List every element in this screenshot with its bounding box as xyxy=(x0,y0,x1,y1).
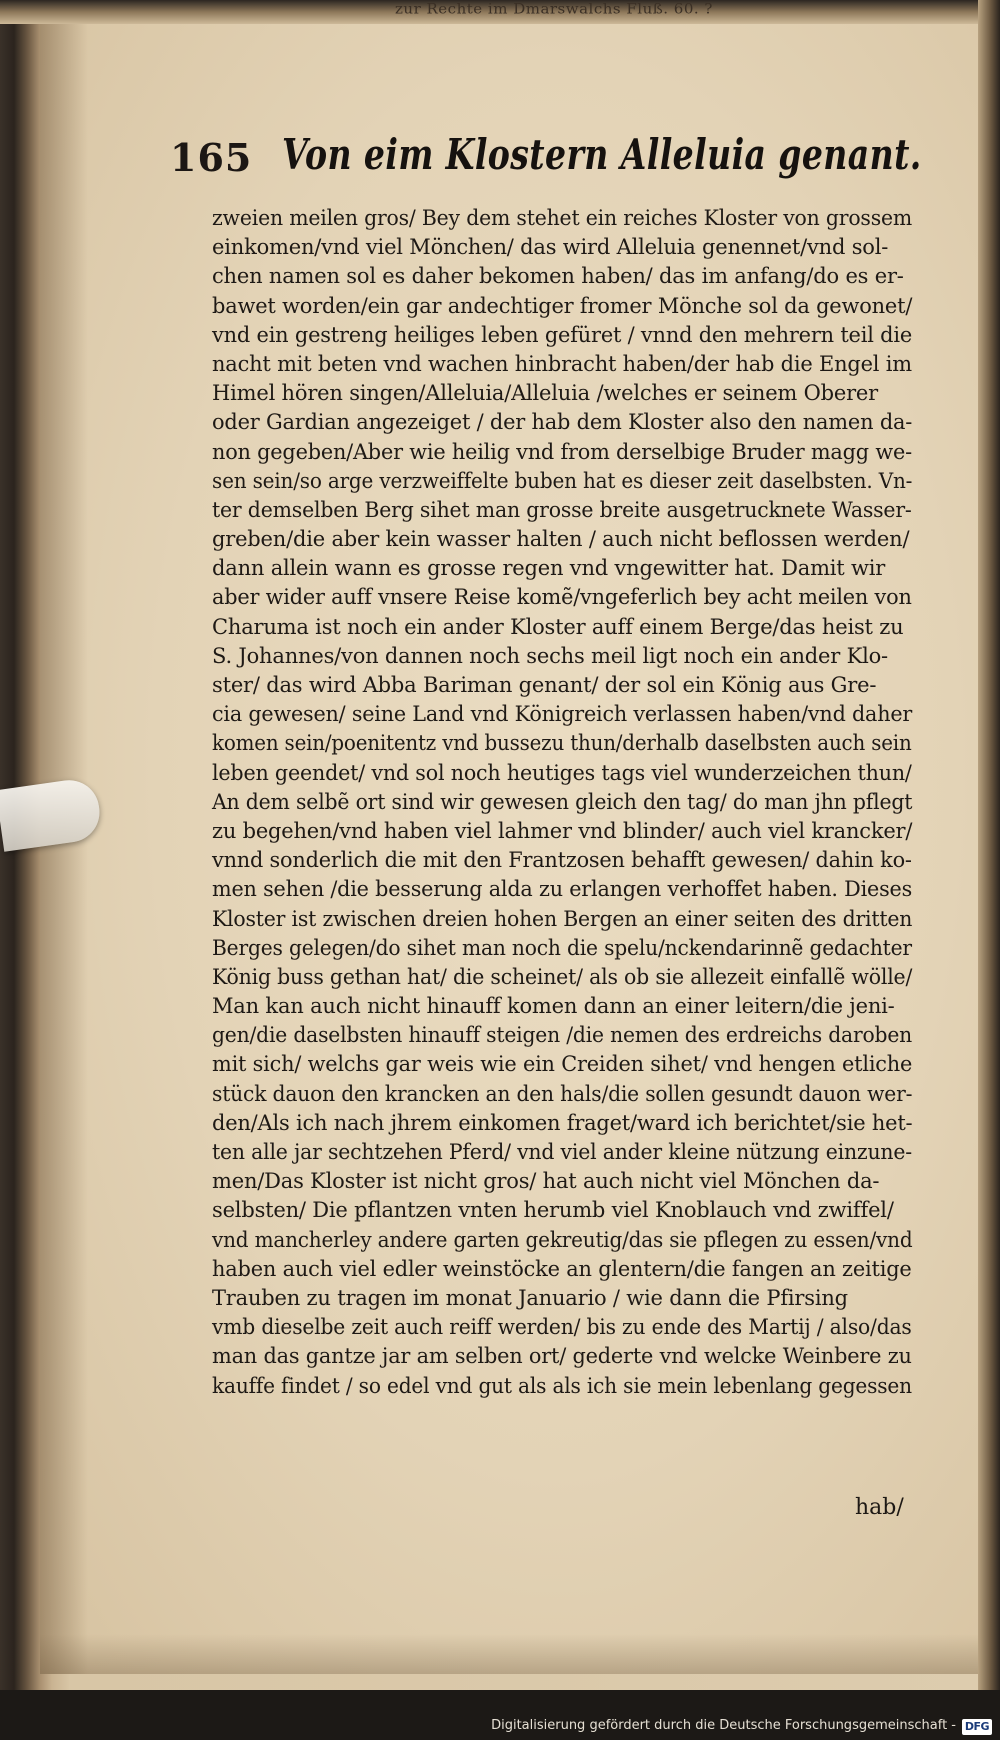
text-line: An dem selbẽ ort sind wir gewesen gleich den tag/ do man jhn pflegt xyxy=(212,789,913,814)
text-line: ter demselben Berg sihet man grosse breite ausgetrucknete Wasser- xyxy=(212,497,912,522)
page-edge xyxy=(978,0,1000,1690)
text-line: zu begehen/vnd haben viel lahmer vnd blinder/ auch viel krancker/ xyxy=(212,818,913,843)
text-line: komen sein/poenitentz vnd bussezu thun/derhalb daselbsten auch sein xyxy=(212,731,912,756)
text-line: vnd ein gestreng heiliges leben gefüret / vnnd den mehrern teil die xyxy=(212,322,913,347)
text-line: Himel hören singen/Alleluia/Alleluia /welches er seinem Oberer xyxy=(212,381,878,406)
text-line: men sehen /die besserung alda zu erlangen verhoffet haben. Dieses xyxy=(212,877,913,902)
text-line: König buss gethan hat/ die scheinet/ als ob sie allezeit einfallẽ wölle/ xyxy=(212,964,913,989)
text-line: aber wider auff vnsere Reise komẽ/vngeferlich bey acht meilen von xyxy=(212,585,912,610)
page-number: 165 xyxy=(170,135,253,180)
text-line: gen/die daselbsten hinauff steigen /die nemen des erdreichs daroben xyxy=(212,1023,913,1048)
text-line: vnnd sonderlich die mit den Frantzosen behafft gewesen/ dahin ko- xyxy=(212,848,912,873)
text-line: nacht mit beten vnd wachen hinbracht haben/der hab die Engel im xyxy=(212,351,912,376)
previous-page-text: zur Rechte im Dmarswalchs Fluß. 60. ? xyxy=(395,0,713,18)
text-line: Trauben zu tragen im monat Januario / wie dann die Pfirsing xyxy=(212,1285,848,1310)
footer-bar xyxy=(0,1690,1000,1740)
text-line: leben geendet/ vnd sol noch heutiges tags viel wunderzeichen thun/ xyxy=(212,760,912,785)
body-text xyxy=(212,204,912,1401)
text-line: zweien meilen gros/ Bey dem stehet ein reiches Kloster von grossem xyxy=(212,206,913,230)
text-line: men/Das Kloster ist nicht gros/ hat auch nicht viel Mönchen da- xyxy=(212,1169,880,1194)
text-line: Man kan auch nicht hinauff komen dann an einer leitern/die jeni- xyxy=(212,994,895,1019)
text-line: chen namen sol es daher bekomen haben/ das im anfang/do es er- xyxy=(212,264,904,289)
text-line: dann allein wann es grosse regen vnd vngewitter hat. Damit wir xyxy=(212,556,886,581)
text-line: sen sein/so arge verzweiffelte buben hat es dieser zeit daselbsten. Vn- xyxy=(212,468,913,493)
text-line: Charuma ist noch ein ander Kloster auff einem Berge/das heist zu xyxy=(212,614,904,639)
text-line: kauffe findet / so edel vnd gut als als ich sie mein lebenlang gegessen xyxy=(212,1373,912,1398)
text-line: vnd mancherley andere garten gekreutig/das sie pflegen zu essen/vnd xyxy=(212,1227,913,1252)
text-line: ster/ das wird Abba Bariman genant/ der sol ein König aus Gre- xyxy=(212,673,877,697)
text-line: non gegeben/Aber wie heilig vnd from derselbige Bruder magg we- xyxy=(212,439,912,464)
text-line: bawet worden/ein gar andechtiger fromer Mönche sol da gewonet/ xyxy=(212,293,913,318)
text-line: Kloster ist zwischen dreien hohen Bergen an einer seiten des dritten xyxy=(212,906,913,931)
text-line: greben/die aber kein wasser halten / auch nicht beflossen werden/ xyxy=(212,527,910,552)
text-line: haben auch viel edler weinstöcke an glentern/die fangen an zeitige xyxy=(212,1256,912,1281)
text-line: mit sich/ welchs gar weis wie ein Creiden sihet/ vnd hengen etliche xyxy=(212,1052,913,1077)
page-bottom-shadow xyxy=(40,1634,978,1674)
gutter-shadow xyxy=(40,24,88,1674)
digitization-credit: Digitalisierung gefördert durch die Deutsche Forschungsgemeinschaft - xyxy=(491,1718,956,1733)
text-line: selbsten/ Die pflantzen vnten herumb viel Knoblauch vnd zwiffel/ xyxy=(212,1198,894,1223)
text-line: man das gantze jar am selben ort/ gederte vnd welcke Weinbere zu xyxy=(212,1344,912,1369)
running-title: Von eim Klostern Alleluia genant. xyxy=(282,130,922,179)
text-line: stück dauon den krancken an den hals/die sollen gesundt dauon wer- xyxy=(212,1081,913,1106)
text-line: einkomen/vnd viel Mönchen/ das wird Alleluia genennet/vnd sol- xyxy=(212,235,889,260)
text-line: Berges gelegen/do sihet man noch die spelu/nckendarinnẽ gedachter xyxy=(212,935,912,960)
text-line: ten alle jar sechtzehen Pferd/ vnd viel ander kleine nützung einzune- xyxy=(212,1140,912,1164)
text-line: den/Als ich nach jhrem einkomen fraget/ward ich berichtet/sie het- xyxy=(212,1110,913,1135)
previous-page-strip xyxy=(0,0,1000,24)
text-line: cia gewesen/ seine Land vnd Königreich verlassen haben/vnd daher xyxy=(212,702,913,727)
catchword: hab/ xyxy=(855,1495,904,1520)
text-line: oder Gardian angezeiget / der hab dem Kloster also den namen da- xyxy=(212,410,913,435)
text-line: S. Johannes/von dannen noch sechs meil ligt noch ein ander Klo- xyxy=(212,643,888,668)
dfg-logo-icon: DFG xyxy=(962,1719,992,1735)
text-line: vmb dieselbe zeit auch reiff werden/ bis zu ende des Martij / also/das xyxy=(212,1315,912,1340)
